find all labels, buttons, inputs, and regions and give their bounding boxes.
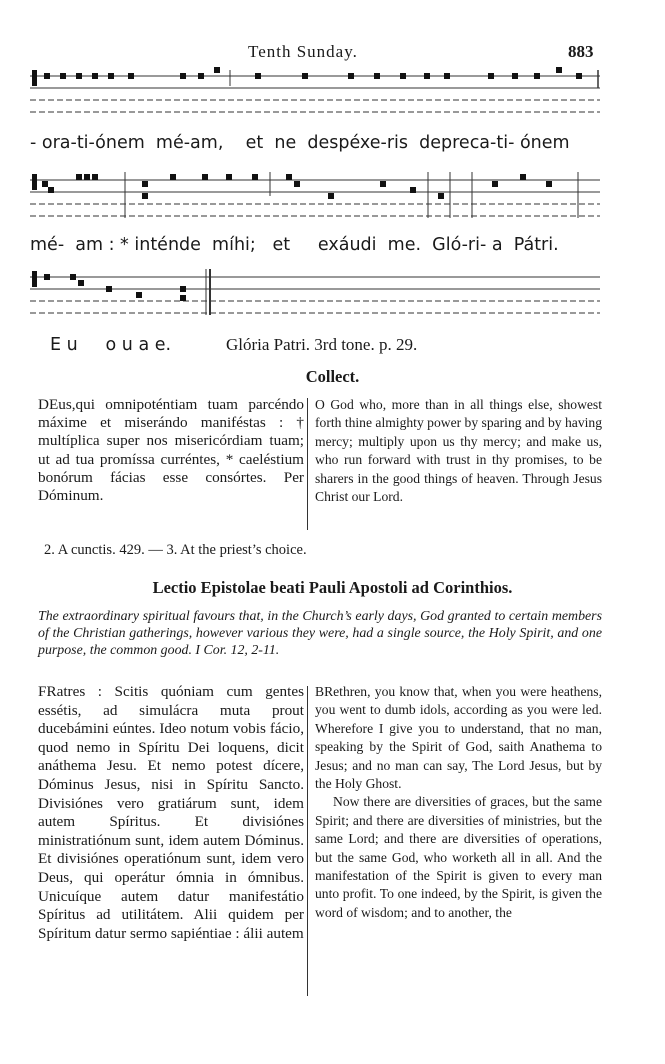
lectio-summary: The extraordinary spiritual favours that, in the Church’s early days, God granted to certain members of the Christian gatherings, however various they were, had a single source, the Holy Spirit, and one purpose, the common good. I Cor. 12, 2-11. bbox=[38, 609, 602, 658]
gloria-patri-note: Glória Patri. 3rd tone. p. 29. bbox=[226, 335, 418, 354]
rubric-notes: 2. A cunctis. 429. — 3. At the priest’s choice. bbox=[44, 542, 307, 558]
chant-lyrics-line-3: E u o u a e. bbox=[50, 335, 172, 355]
collect-latin bbox=[38, 396, 304, 505]
lectio-latin-text: FRatres : Scitis quóniam cum gentes essétis, ad simulácra muta prout ducebámini eúntes. Ideo notum vobis fácio, quod nemo in Spíritu Dei loquens, dicit anáthema Jesu. Et nemo potest dícere, Dóminus Jesus, nisi in Spíritu Sancto. Divisiónes vero gratiárum sunt, idem autem Spíritus. Et divisiónes ministratiónum sunt, idem autem Dóminus. Et divisiónes operatiónum sunt, idem vero Deus, qui operátur ómnia in ómnibus. Unicuíque autem datur manifestátio Spíritus ad utilitátem. Alii quidem per Spíritum datur sermo sapiéntiae : álii autem bbox=[38, 683, 304, 942]
chant-staff-3 bbox=[30, 265, 602, 325]
lectio-english-p2: Now there are diversities of graces, but the same Spirit; and there are diversities of ministries, but the same Lord; and there are diversities of operations, but the same God, who worketh all in all. And the manifestation of the Spirit is given to every man unto profit. To one indeed, by the Spirit, is given the word of wisdom; and to another, the bbox=[315, 794, 602, 920]
chant-lyrics-line-1: - ora-ti-ónem mé-am, et ne despéxe-ris depreca-ti- ónem bbox=[30, 133, 570, 153]
chant-staff-2 bbox=[30, 168, 602, 228]
column-divider bbox=[307, 398, 308, 530]
collect-latin-text: DEus,qui omnipoténtiam tuam parcéndo máxime et miserándo maniféstas : † multíplica super nos misericórdiam tuam; ut ad tua promíssa curréntes, * caeléstium bonórum fácias esse consórtes. Per Dóminum. bbox=[38, 396, 304, 505]
column-divider-2 bbox=[307, 686, 308, 996]
lectio-english bbox=[315, 683, 602, 922]
chant-lyrics-line-2: mé- am : * inténde míhi; et exáudi me. Gló-ri- a Pátri. bbox=[30, 235, 559, 255]
page-number: 883 bbox=[568, 42, 594, 61]
collect-heading: Collect. bbox=[305, 367, 360, 386]
running-header: Tenth Sunday. bbox=[248, 42, 358, 61]
lectio-latin bbox=[38, 683, 304, 943]
chant-staff-1 bbox=[30, 64, 602, 124]
lectio-english-p1: BRethren, you know that, when you were heathens, you went to dumb idols, according as you were led. Wherefore I give you to understand, that no man, speaking by the Spirit of God, saith Anathema to Jesus; and no man can say, The Lord Jesus, but by the Holy Ghost. bbox=[315, 684, 602, 792]
collect-english-text: O God who, more than in all things else, showest forth thine almighty power by sparing and by having mercy; multiply upon us thy mercy; and make us, who run forward with trust in thy promises, to be sharers in the good things of heaven. Through Jesus Christ our Lord. bbox=[315, 397, 602, 505]
collect-english bbox=[315, 396, 602, 506]
lectio-heading: Lectio Epistolae beati Pauli Apostoli ad Corinthios. bbox=[152, 578, 513, 597]
